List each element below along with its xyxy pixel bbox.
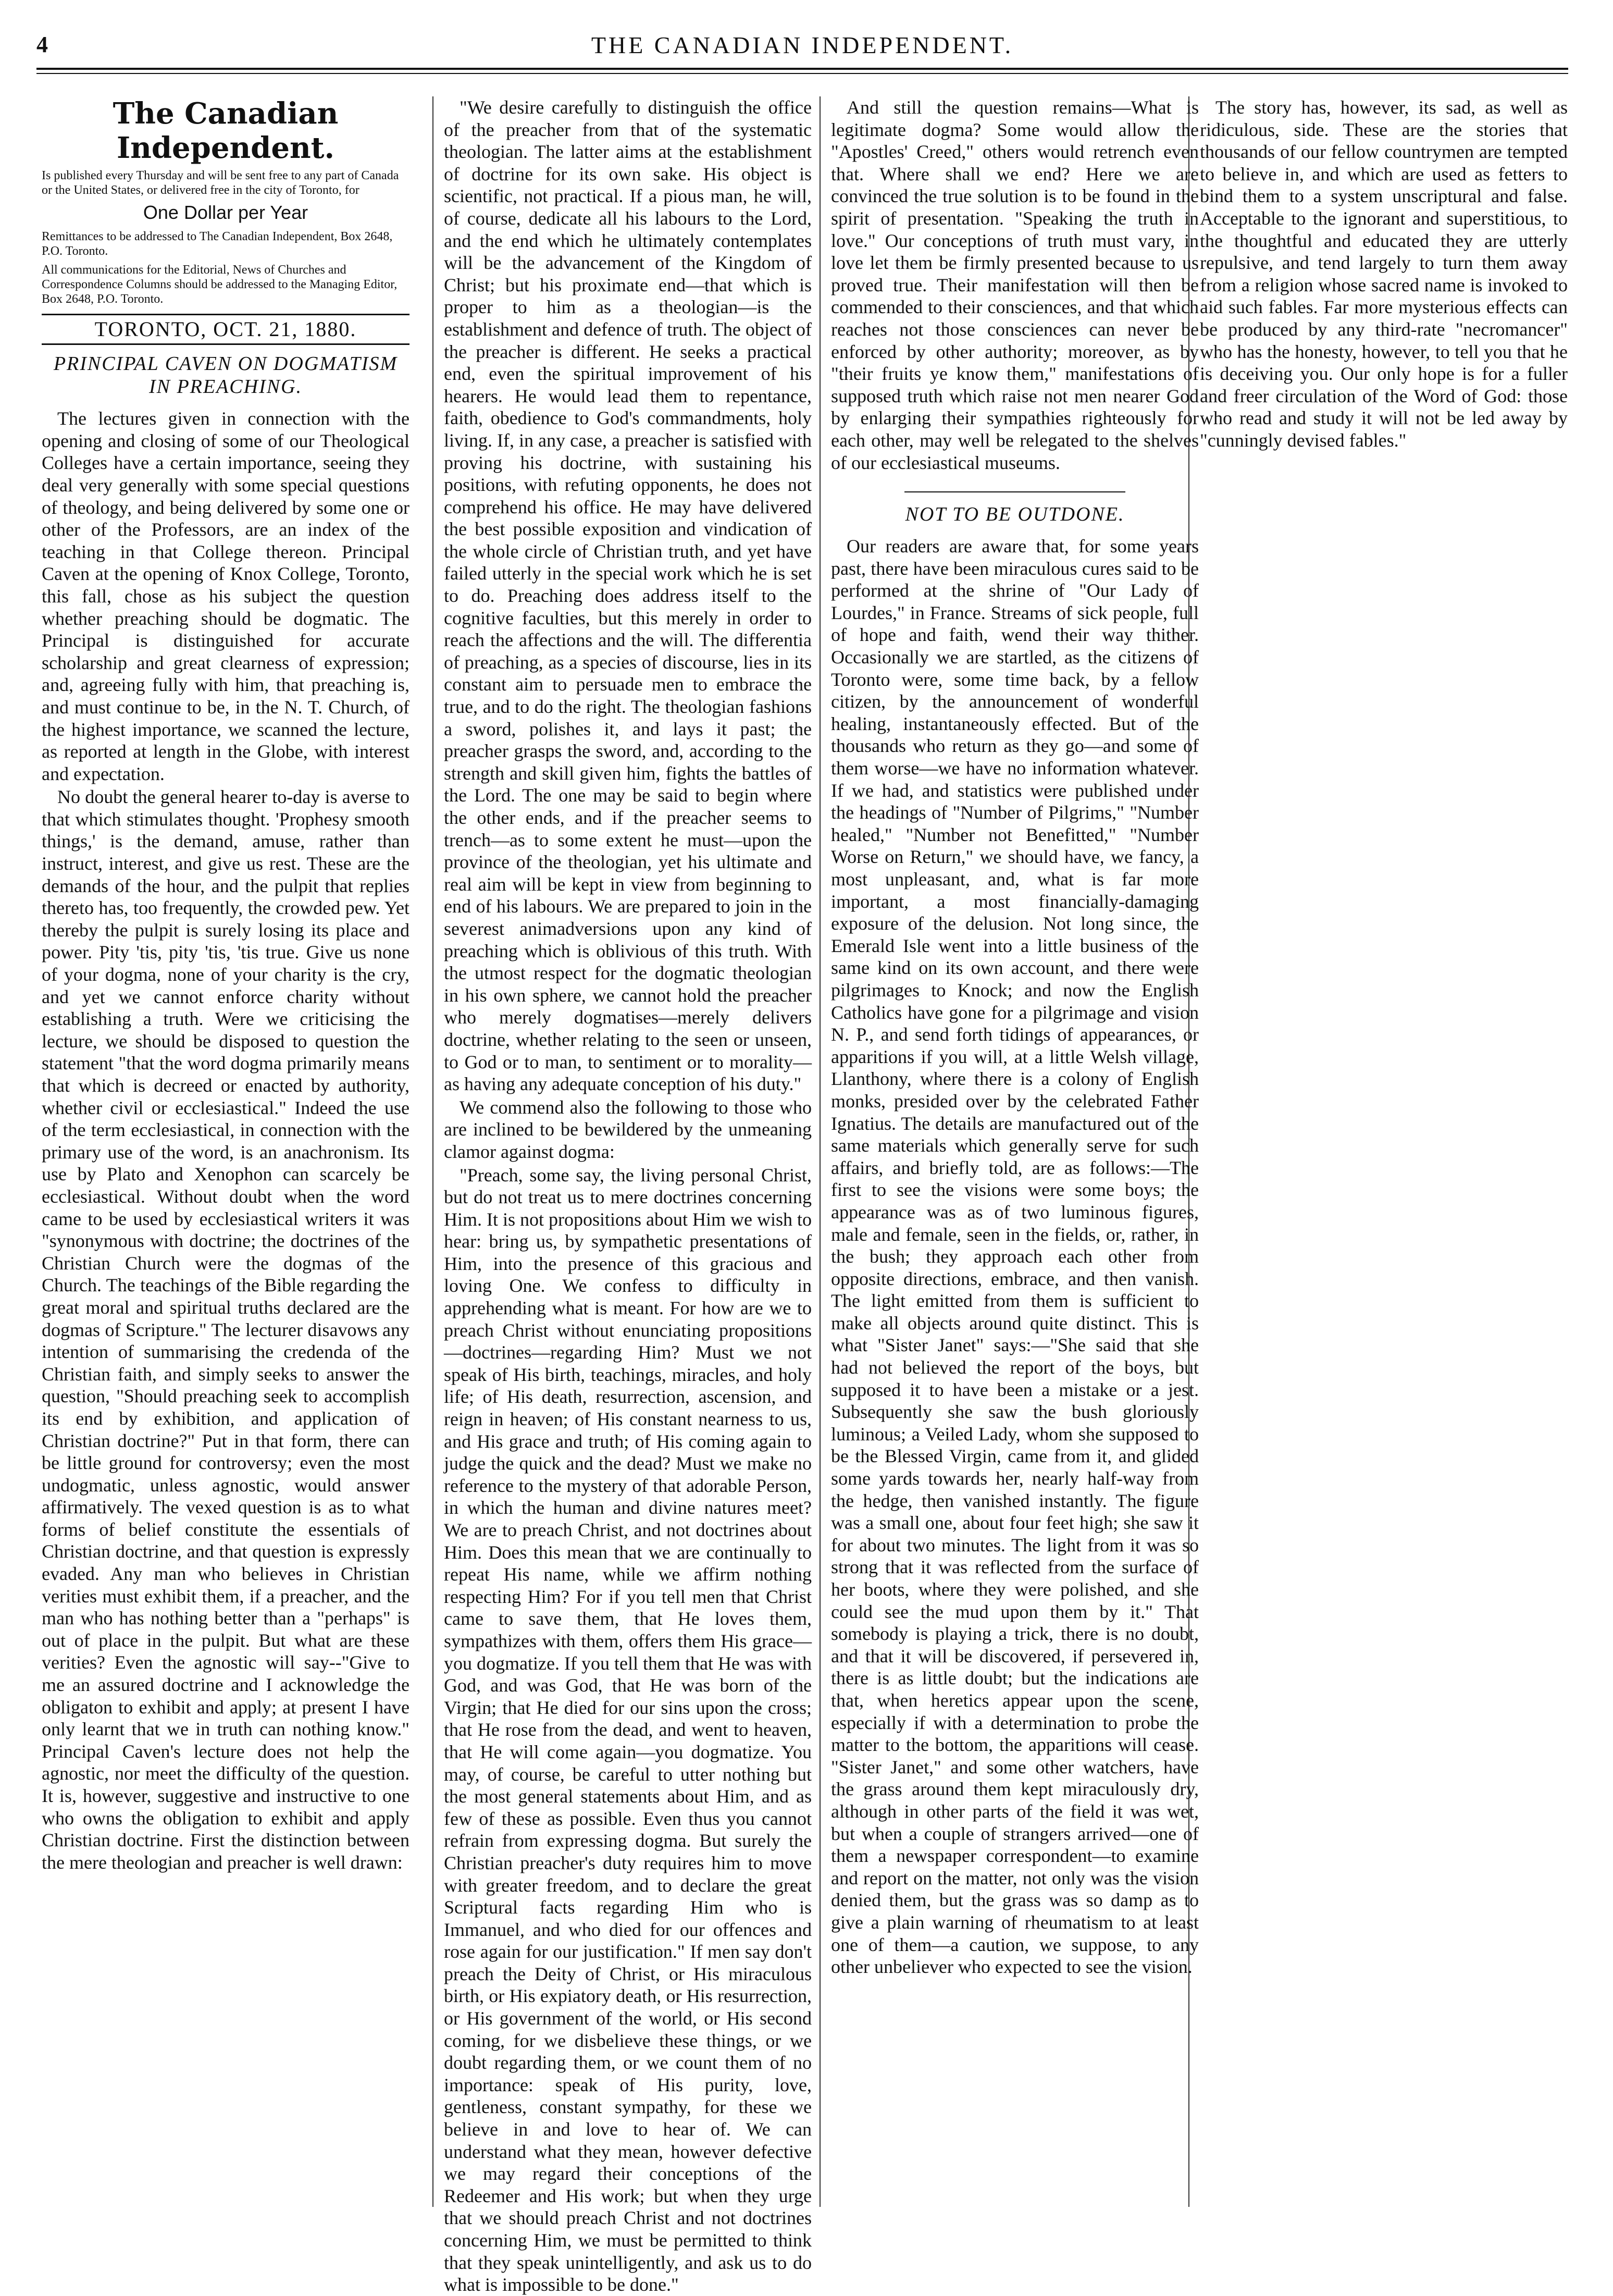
article-title-caven: PRINCIPAL CAVEN ON DOGMATISM IN PREACHING. xyxy=(53,353,398,398)
running-head: THE CANADIAN INDEPENDENT. xyxy=(591,32,1014,58)
column-3 xyxy=(831,96,1199,2207)
article-paragraph: We commend also the following to those who are inclined to be bewildered by the unmeaning clamor against dogma: xyxy=(444,1096,812,1162)
article-title-outdone: NOT TO BE OUTDONE. xyxy=(905,503,1125,526)
column-4 xyxy=(1200,96,1568,2207)
page-header xyxy=(36,31,1568,63)
dateline: TORONTO, OCT. 21, 1880. xyxy=(42,314,410,345)
article-paragraph: The story has, however, its sad, as well as ridiculous, side. These are the stories that thousands of our fellow countrymen are tempted to believe in, and which are used as fetters to bind them to a system unscriptural and false. Acceptable to the ignorant and superstitious, to the thoughtful and educated they are utterly repulsive, and tend largely to turn them away from a religion whose sacred name is invoked to aid such fables. Far more mysterious effects can be produced by any third-rate "necromancer" who has the honesty, however, to tell you that he is deceiving you. Our only hope is for a fuller and freer circulation of the Word of God: those who read and study it will not be led away by "cunningly devised fables." xyxy=(1200,97,1568,451)
masthead-remittances: Remittances to be addressed to The Canadian Independent, Box 2648, P.O. Toronto. xyxy=(42,229,393,258)
masthead-title: The Canadian Independent. xyxy=(113,96,339,165)
column-2 xyxy=(444,96,812,2295)
header-rule xyxy=(36,68,1568,70)
masthead-price: One Dollar per Year xyxy=(143,202,308,223)
article-paragraph: "Preach, some say, the living personal Christ, but do not treat us to mere doctrines concerning Him. It is not propositions about Him we wish to hear: bring us, by sympathetic presentations of Him, into the presence of this gracious and loving One. We confess to difficulty in apprehending what is meant. For how are we to preach Christ without enunciating propositions—doctrines—regarding Him? Must we not speak of His birth, teachings, miracles, and holy life; of His death, resurrection, ascension, and reign in heaven; of His constant nearness to us, and His grace and truth; of His coming again to judge the quick and the dead? Must we make no reference to the mystery of that adorable Person, in which the human and divine natures meet? We are to preach Christ, and not doctrines about Him. Does this mean that we are continually to repeat His name, while we affirm nothing respecting Him? For if you tell men that Christ came to save them, that He loves them, sympathizes with them, offers them His grace—you dogmatize. If you tell them that He was with God, and was God, that He was born of the Virgin; that He died for our sins upon the cross; that He rose from the dead, and went to heaven, that He will come again—you dogmatize. You may, of course, be careful to utter nothing but the most general statements about Him, and as few of these as possible. Even thus you cannot refrain from expressing dogma. But surely the Christian preacher's duty requires him to move with greater freedom, and to declare the great Scriptural facts regarding Him who is Immanuel, and who died for our offences and rose again for our justification." If men say don't preach the Deity of Christ, or His miraculous birth, or His expiatory death, or His resurrection, or His government of the world, or His second coming, for we disbelieve these things, or we doubt regarding them, or we count them of no importance: speak of His purity, love, gentleness, constant sympathy, for these we believe in and love to hear of. We can understand what they mean, however defective we may regard their conceptions of the Redeemer and His work; but when they urge that we should preach Christ and not doctrines concerning Him, we must be permitted to think that they speak unintelligently, and ask us to do what is impossible to be done." xyxy=(444,1164,812,2295)
column-separator xyxy=(432,96,433,2207)
column-separator xyxy=(820,96,821,2207)
article-paragraph: Our readers are aware that, for some years past, there have been miraculous cures said to be performed at the shrine of "Our Lady of Lourdes," in France. Streams of sick people, full of hope and faith, wend their way thither. Occasionally we are startled, as the citizens of Toronto were, some time back, by a fellow citizen, by the announcement of wonderful healing, instantaneously effected. But of the thousands who return as they go—and some of them worse—we have no information whatever. If we had, and statistics were published under the headings of "Number of Pilgrims," "Number healed," "Number not Benefitted," "Number Worse on Return," we should have, we fancy, a most unpleasant, and, what is far more important, a most financially-damaging exposure of the delusion. Not long since, the Emerald Isle went into a little business of the same kind on its own account, and there were pilgrimages to Knock; and now the English Catholics have gone for a pilgrimage and vision N. P., and send forth tidings of appearances, or apparitions if you will, at a little Welsh village, Llanthony, where there is a colony of English monks, presided over by the celebrated Father Ignatius. The details are manufactured out of the same materials which generally serve for such affairs, and briefly told, are as follows:—The first to see the visions were some boys; the appearance was as of two luminous figures, male and female, seen in the fields, or, rather, in the bush; they approach each other from opposite directions, embrace, and then vanish. The light emitted from them is sufficient to make all objects around quite distinct. This is what "Sister Janet" says:—"She said that she had not believed the report of the boys, but supposed it to have been a mistake or a jest. Subsequently she saw the bush gloriously luminous; a Veiled Lady, whom she supposed to be the Blessed Virgin, came from it, and glided some yards towards her, nearly half-way from the hedge, then vanished instantly. The figure was a small one, about four feet high; she saw it for about two minutes. The light from it was so strong that it was reflected from the surface of her boots, where they were polished, and she could see the mud upon them by it." That somebody is playing a trick, there is no doubt, and that it will be discovered, if persevered in, there is as little doubt; but the indications are that, when heretics appear upon the scene, especially if with a determination to probe the matter to the bottom, the apparitions will cease. "Sister Janet," and some other watchers, have the grass around them kept miraculously dry, although in other parts of the field it was wet, but when a couple of strangers arrived—one of them a newspaper correspondent—to examine and report on the matter, not only was the vision denied them, but the grass was so damp as to give a plain warning of rheumatism to at least one of them—a caution, we suppose, to any other unbeliever who expected to see the vision. xyxy=(831,536,1199,1978)
masthead-communications: All communications for the Editorial, News of Churches and Correspondence Columns should be addressed to the Managing Editor, Box 2648, P.O. Toronto. xyxy=(42,263,398,306)
article-paragraph: The lectures given in connection with the opening and closing of some of our Theological Colleges have a certain importance, seeing they deal very generally with some special questions of theology, and being delivered by some one or other of the Professors, are an index of the teaching in that College thereon. Principal Caven at the opening of Knox College, Toronto, this fall, chose as his subject the question whether preaching should be dogmatic. The Principal is distinguished for accurate scholarship and great clearness of expression; and, agreeing fully with him, that preaching is, and must continue to be, in the N. T. Church, of the highest importance, we scanned the lecture, as reported at length in the Globe, with interest and expectation. xyxy=(42,408,410,784)
column-1 xyxy=(42,96,410,2207)
page-number: 4 xyxy=(36,32,48,57)
masthead-pub-info: Is published every Thursday and will be sent free to any part of Canada or the United States, or delivered free in the city of Toronto, for xyxy=(42,169,399,197)
article-paragraph: "We desire carefully to distinguish the office of the preacher from that of the systematic theologian. The latter aims at the establishment of doctrine for its own sake. His object is scientific, not practical. If a pious man, he will, of course, dedicate all his labours to the Lord, and the end which he ultimately contemplates will be the advancement of the Kingdom of Christ; but his proximate end—that which is proper to him as a theologian—is the establishment and defence of truth. The object of the preacher is different. He seeks a practical end, even the spiritual improvement of his hearers. He would lead them to repentance, faith, obedience to God's commandments, holy living. If, in any case, a preacher is satisfied with proving his doctrine, with sustaining his positions, with refuting opponents, he does not comprehend his office. He may have delivered the best possible exposition and vindication of the whole circle of Christian truth, and yet have failed utterly in the special work which he is set to do. Preaching does address itself to the cognitive faculties, but this merely in order to reach the affections and the will. The differentia of preaching, as a species of discourse, lies in its constant aim to persuade men to embrace the true, and to do the right. The theologian fashions a sword, polishes it, and lays it past; the preacher grasps the sword, and, according to the strength and skill given him, fights the battles of the Lord. The one may be said to begin where the other ends, and if the preacher seems to trench—as to some extent he must—upon the province of the theologian, yet his ultimate and real aim will be kept in view from beginning to end of his labours. We are prepared to join in the severest animadversions upon any kind of preaching which is oblivious of this truth. With the utmost respect for the dogmatic theologian in his own sphere, we cannot hold the preacher who merely dogmatises—merely delivers doctrine, whether relating to the seen or unseen, to God or to man, to sentiment or to morality—as having any adequate conception of his duty." xyxy=(444,97,812,1095)
article-paragraph: No doubt the general hearer to-day is averse to that which stimulates thought. 'Prophesy smooth things,' is the demand, amuse, rather than instruct, interest, and give us rest. These are the demands of the hour, and the pulpit that replies thereto has, too frequently, the crowded pew. Yet thereby the pulpit is surely losing its place and power. Pity 'tis, pity 'tis, 'tis true. Give us none of your dogma, none of your charity is the cry, and yet we cannot enforce charity without establishing a truth. Were we criticising the lecture, we should be disposed to question the statement "that the word dogma primarily means that which is decreed or enacted by authority, whether civil or ecclesiastical." Indeed the use of the term ecclesiastical, in connection with the primary use of the word, is an anachronism. Its use by Plato and Xenophon can scarcely be ecclesiastical. Without doubt when the word came to be used by ecclesiastical writers it was "synonymous with doctrine; the doctrines of the Christian Church were the dogmas of the Church. The teachings of the Bible regarding the great moral and spiritual truths declared are the dogmas of Scripture." The lecturer disavows any intention of summarising the credenda of the Christian faith, and simply seeks to answer the question, "Should preaching seek to accomplish its end by exhibition, and application of Christian doctrine?" Put in that form, there can be little ground for controversy; even the most undogmatic, unless agnostic, would answer affirmatively. The vexed question is as to what forms of belief constitute the essentials of Christian doctrine, and that question is expressly evaded. Any man who believes in Christian verities must exhibit them, if a preacher, and the man who has nothing better than a "perhaps" is out of place in the pulpit. But what are these verities? Even the agnostic will say--"Give to me an assured doctrine and I acknowledge the obligaton to exhibit and apply; at present I have only learnt that we in truth can nothing know." Principal Caven's lecture does not help the agnostic, nor meet the difficulty of the question. It is, however, suggestive and instructive to one who owns the obligation to exhibit and apply Christian doctrine. First the distinction between the mere theologian and preacher is well drawn: xyxy=(42,786,410,1873)
article-paragraph: And still the question remains—What is legitimate dogma? Some would allow the "Apostles' Creed," others would retrench even that. Where shall we end? Here we are convinced the true solution is to be found in the spirit of presentation. "Speaking the truth in love." Our conceptions of truth must vary, in love let them be firmly presented because to us proved true. Their manifestation will then be commended to their consciences, and that which reaches not those consciences can never be enforced by other authority; moreover, as by "their fruits ye know them," manifestations of supposed truth which raise not men nearer God by enlarging their sympathies righteously for each other, may well be relegated to the shelves of our ecclesiastical museums. xyxy=(831,97,1199,473)
header-rule-thin xyxy=(36,73,1568,74)
article-divider xyxy=(904,491,1125,492)
